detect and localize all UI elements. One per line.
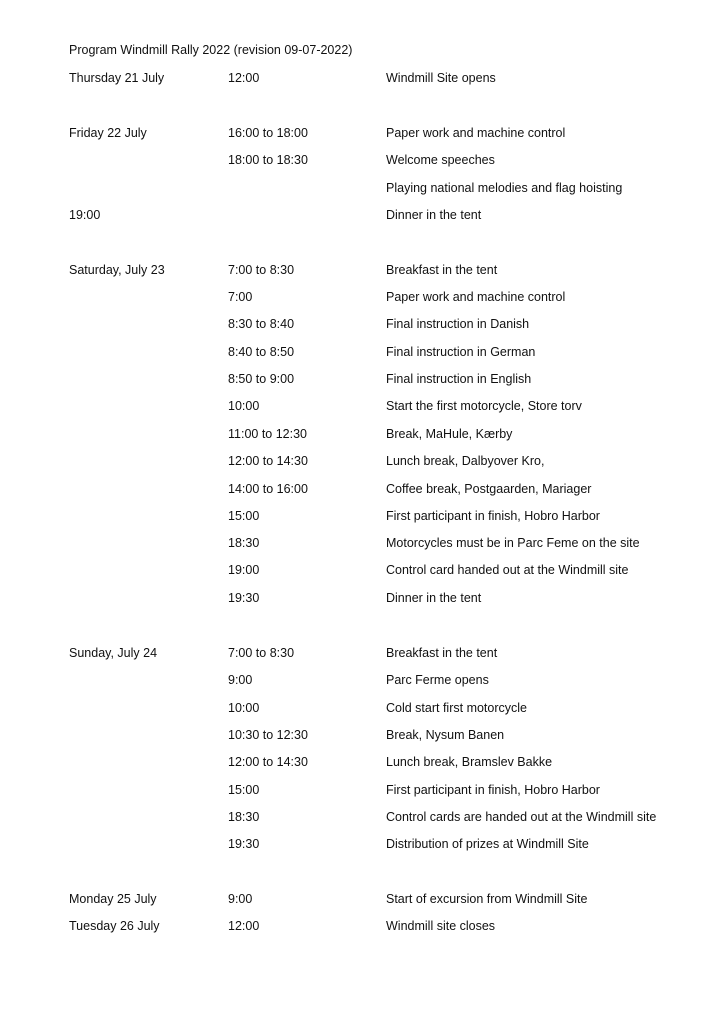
schedule-event: Motorcycles must be in Parc Feme on the site <box>386 536 640 550</box>
schedule-time: 9:00 <box>228 892 253 906</box>
schedule-event: Control card handed out at the Windmill site <box>386 563 629 577</box>
schedule-time: 7:00 to 8:30 <box>228 646 295 660</box>
schedule-time: 18:30 <box>228 810 260 824</box>
schedule-event: Break, Nysum Banen <box>386 728 505 742</box>
schedule-time: 15:00 <box>228 783 260 797</box>
schedule-event: Paper work and machine control <box>386 290 566 304</box>
schedule-event: Start the first motorcycle, Store torv <box>386 399 582 413</box>
schedule-time: 16:00 to 18:00 <box>228 126 308 140</box>
document-title: Program Windmill Rally 2022 (revision 09-07-2022) <box>69 43 353 57</box>
schedule-time: 12:00 to 14:30 <box>228 755 308 769</box>
schedule-day: Thursday 21 July <box>69 71 165 85</box>
schedule-event: Final instruction in German <box>386 345 536 359</box>
schedule-time: 7:00 <box>228 290 253 304</box>
schedule-time: 18:00 to 18:30 <box>228 153 308 167</box>
schedule-event: Paper work and machine control <box>386 126 566 140</box>
schedule-event: Final instruction in English <box>386 372 532 386</box>
schedule-time: 12:00 to 14:30 <box>228 454 308 468</box>
schedule-event: Distribution of prizes at Windmill Site <box>386 837 589 851</box>
schedule-event: Lunch break, Dalbyover Kro, <box>386 454 545 468</box>
schedule-event: Cold start first motorcycle <box>386 701 528 715</box>
schedule-event: Final instruction in Danish <box>386 317 530 331</box>
schedule-time: 10:30 to 12:30 <box>228 728 308 742</box>
schedule-event: Windmill site closes <box>386 919 496 933</box>
schedule-event: First participant in finish, Hobro Harbor <box>386 783 600 797</box>
schedule-time: 18:30 <box>228 536 260 550</box>
schedule-time: 8:30 to 8:40 <box>228 317 295 331</box>
schedule-event: First participant in finish, Hobro Harbor <box>386 509 600 523</box>
schedule-time: 14:00 to 16:00 <box>228 482 308 496</box>
schedule-time: 9:00 <box>228 673 253 687</box>
schedule-time: 15:00 <box>228 509 260 523</box>
schedule-time: 19:30 <box>228 591 260 605</box>
schedule-time: 8:40 to 8:50 <box>228 345 295 359</box>
schedule-event: Dinner in the tent <box>386 591 482 605</box>
schedule-time: 10:00 <box>228 399 260 413</box>
schedule-day: Sunday, July 24 <box>69 646 158 660</box>
schedule-event: Start of excursion from Windmill Site <box>386 892 588 906</box>
schedule-time: 10:00 <box>228 701 260 715</box>
schedule-event: Lunch break, Bramslev Bakke <box>386 755 553 769</box>
schedule-event: Dinner in the tent <box>386 208 482 222</box>
schedule-event: Parc Ferme opens <box>386 673 489 687</box>
schedule-time: 7:00 to 8:30 <box>228 263 295 277</box>
schedule-event: Windmill Site opens <box>386 71 496 85</box>
schedule-day: 19:00 <box>69 208 101 222</box>
schedule-day: Tuesday 26 July <box>69 919 160 933</box>
schedule-event: Coffee break, Postgaarden, Mariager <box>386 482 592 496</box>
schedule-time: 19:00 <box>228 563 260 577</box>
schedule-time: 12:00 <box>228 919 260 933</box>
schedule-event: Breakfast in the tent <box>386 263 498 277</box>
schedule-time: 8:50 to 9:00 <box>228 372 295 386</box>
schedule-event: Playing national melodies and flag hoisting <box>386 181 623 195</box>
schedule-day: Friday 22 July <box>69 126 147 140</box>
schedule-event: Breakfast in the tent <box>386 646 498 660</box>
schedule-day: Monday 25 July <box>69 892 157 906</box>
schedule-event: Welcome speeches <box>386 153 495 167</box>
schedule-time: 12:00 <box>228 71 260 85</box>
schedule-time: 11:00 to 12:30 <box>228 427 308 441</box>
schedule-day: Saturday, July 23 <box>69 263 165 277</box>
schedule-time: 19:30 <box>228 837 260 851</box>
schedule-event: Control cards are handed out at the Windmill site <box>386 810 657 824</box>
schedule-event: Break, MaHule, Kærby <box>386 427 513 441</box>
